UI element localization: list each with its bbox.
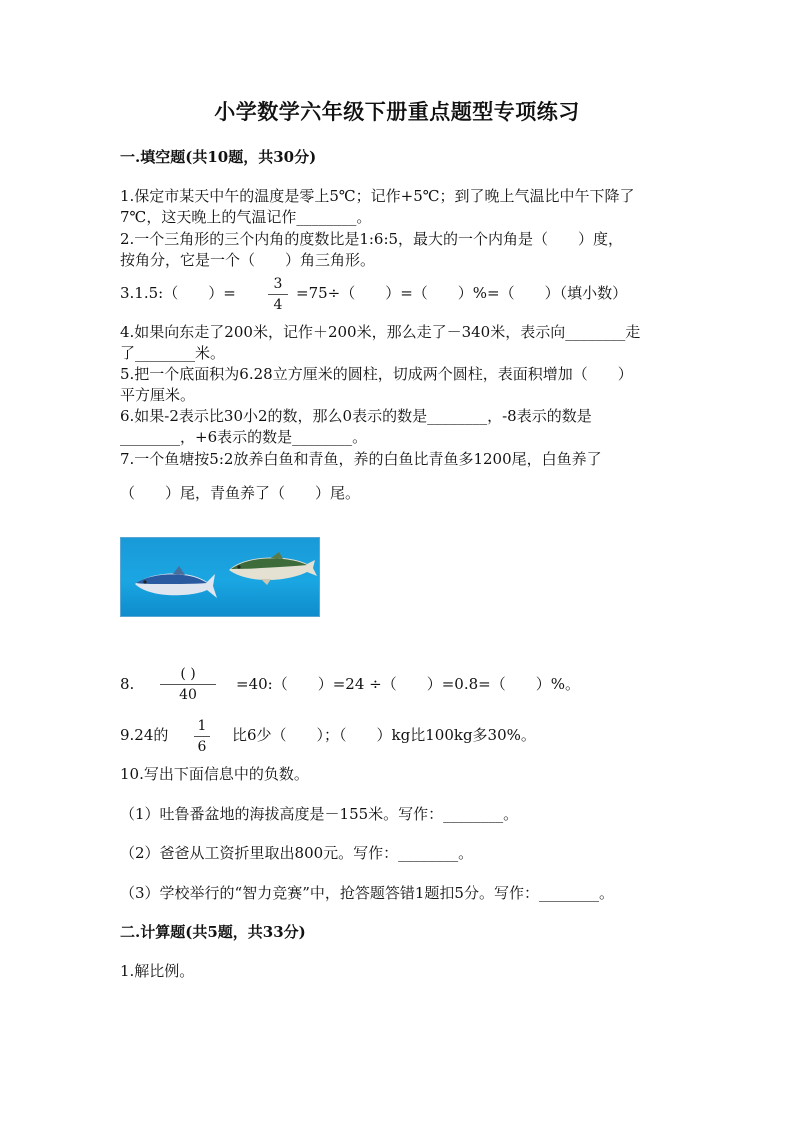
q8-fraction [160,666,216,703]
q3-fraction-numerator: 3 [273,276,283,292]
q1-line-2: 7℃，这天晚上的气温记作________。 [120,208,372,226]
q8-fraction-numerator: ( ) [180,666,196,682]
tuna-fish-icon [135,566,217,598]
q8-fraction-bar [160,684,216,685]
q7-line-1: 7.一个鱼塘按5:2放养白鱼和青鱼，养的白鱼比青鱼多1200尾，白鱼养了 [120,450,602,468]
q8-fraction-denominator: 40 [179,687,197,703]
fish-illustration-svg [121,538,319,616]
q4-line-1: 4.如果向东走了200米，记作＋200米，那么走了－340米，表示向________走 [120,323,641,341]
q3-fraction [268,276,288,313]
q9-fraction-denominator: 6 [197,739,207,755]
q6-line-1: 6.如果-2表示比30小2的数，那么0表示的数是________，-8表示的数是 [120,407,592,425]
section-2-heading: 二.计算题(共5题，共33分) [120,923,306,941]
q3-suffix: =75÷（ ）=（ ）%=（ ）（填小数） [296,284,628,302]
q10-intro: 10.写出下面信息中的负数。 [120,765,309,783]
q8-prefix: 8. [120,675,135,693]
q9-fraction-numerator: 1 [197,718,207,734]
section-1-heading: 一.填空题(共10题，共30分) [120,148,317,166]
q9-prefix: 9.24的 [120,726,169,744]
q5-line-1: 5.把一个底面积为6.28立方厘米的圆柱，切成两个圆柱，表面积增加（ ） [120,365,633,383]
q3-fraction-bar [268,294,288,295]
q5-line-2: 平方厘米。 [120,386,196,404]
q10-item-2: （2）爸爸从工资折里取出800元。写作：________。 [120,844,474,862]
page-title: 小学数学六年级下册重点题型专项练习 [214,99,580,124]
q2-line-1: 2.一个三角形的三个内角的度数比是1:6:5，最大的一个内角是（ ）度， [120,230,624,248]
salmon-fish-icon [229,552,317,585]
q1-line-1: 1.保定市某天中午的温度是零上5℃；记作+5℃；到了晚上气温比中午下降了 [120,187,635,205]
q3-prefix: 3.1.5:（ ）= [120,284,236,302]
q10-item-1: （1）吐鲁番盆地的海拔高度是－155米。写作：________。 [120,805,519,823]
s2-q1-text: 1.解比例。 [120,962,195,980]
q9-suffix: 比6少（ ）；（ ）kg比100kg多30%。 [232,726,536,744]
q4-line-2: 了________米。 [120,344,226,362]
fish-pond-illustration [120,537,320,617]
q9-fraction-bar [194,736,210,737]
q2-line-2: 按角分，它是一个（ ）角三角形。 [120,251,376,269]
q3-fraction-denominator: 4 [273,297,283,313]
q9-fraction [194,718,210,755]
q10-item-3: （3）学校举行的“智力竞赛”中，抢答题答错1题扣5分。写作：________。 [120,884,614,902]
q7-line-2: （ ）尾，青鱼养了（ ）尾。 [120,484,361,502]
q8-suffix: =40:（ ）=24 ÷（ ）=0.8=（ ）%。 [236,675,580,693]
q6-line-2: ________，+6表示的数是________。 [120,428,368,446]
